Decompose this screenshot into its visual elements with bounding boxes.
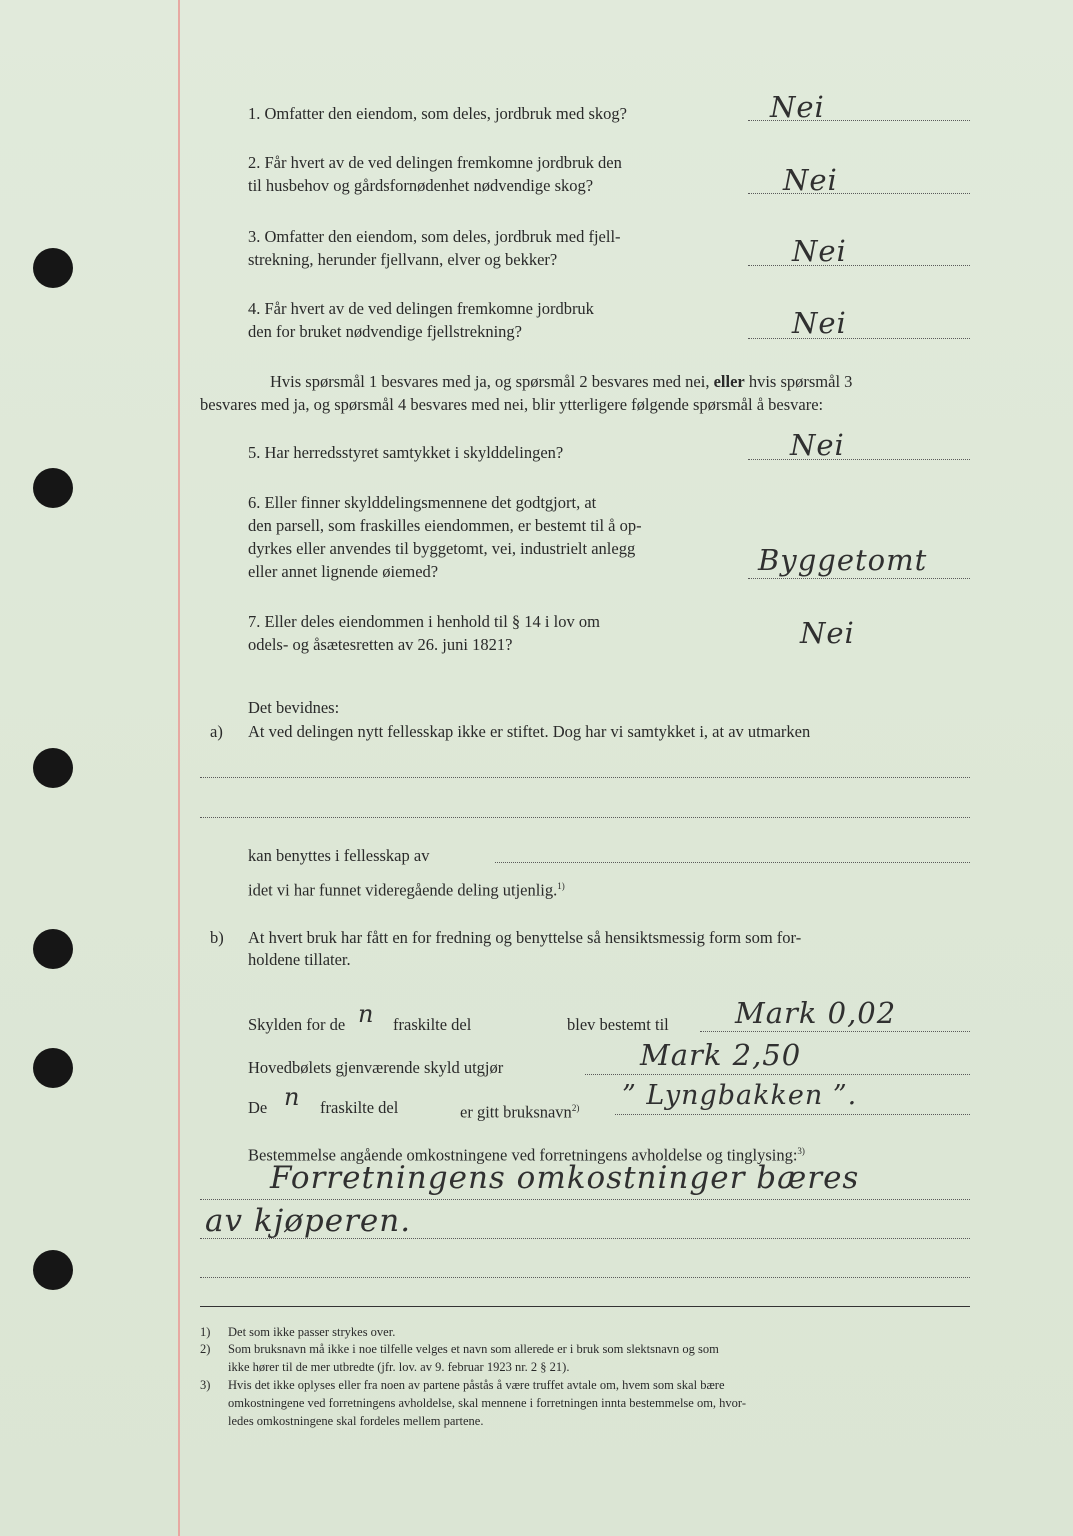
skyld-line-3-a: De (248, 1098, 268, 1117)
question-5: 5. Har herredsstyret samtykket i skylddelingen? (248, 443, 564, 462)
question-7-line-1: 7. Eller deles eiendommen i henhold til § 14 i lov om (248, 612, 600, 631)
attest-b-label: b) (210, 928, 224, 947)
binder-hole-icon (33, 929, 73, 969)
skyld-line-3-hw: n (284, 1083, 301, 1111)
skyld-line-1-b: fraskilte del (393, 1015, 472, 1034)
footnote-3-line-1: Hvis det ikke oplyses eller fra noen av partene påstås å være truffet avtale om, hvem som skal bære (228, 1378, 725, 1392)
skyld-line-1-a: Skylden for de (248, 1015, 346, 1034)
answer-4: Nei (792, 306, 847, 340)
footnote-3-line-2: omkostningene ved forretningens avholdelse, skal mennene i forretningen innta bestemmelse om, hvor- (228, 1396, 747, 1410)
question-6-line-3: dyrkes eller anvendes til byggetomt, vei, industrielt anlegg (248, 539, 636, 558)
condition-line-1: Hvis spørsmål 1 besvares med ja, og spørsmål 2 besvares med nei, eller hvis spørsmål 3 (270, 372, 853, 391)
skyld-value-3: ” Lyngbakken ”. (622, 1080, 858, 1111)
question-1: 1. Omfatter den eiendom, som deles, jordbruk med skog? (248, 104, 627, 123)
binder-hole-icon (33, 748, 73, 788)
question-2-line-2: til husbehov og gårdsfornødenhet nødvendige skog? (248, 176, 594, 195)
footnote-2-line-1: Som bruksnavn må ikke i noe tilfelle velges et navn som allerede er i bruk som slektsnavn og som (228, 1342, 719, 1356)
blank-line (200, 1238, 970, 1239)
skyld-value-1: Mark 0,02 (735, 996, 897, 1030)
answer-5: Nei (790, 428, 845, 462)
answer-3: Nei (792, 234, 847, 268)
answer-line (748, 193, 970, 194)
skyld-line-1-c: blev bestemt til (567, 1015, 669, 1034)
condition-line-2: besvares med ja, og spørsmål 4 besvares med nei, blir ytterligere følgende spørsmål å besvare: (200, 395, 824, 414)
question-3-line-2: strekning, herunder fjellvann, elver og bekker? (248, 250, 558, 269)
idet-text: idet vi har funnet videregående deling utjenlig.$^{1)}$ (248, 880, 565, 900)
footnote-2-mark: 2) (200, 1342, 211, 1356)
attest-intro: Det bevidnes: (248, 698, 340, 717)
blank-line (495, 862, 970, 863)
bestemmelse-handwritten-1: Forretningens omkostninger bæres (270, 1160, 860, 1196)
answer-line (585, 1074, 970, 1075)
question-6-line-4: eller annet lignende øiemed? (248, 562, 439, 581)
footnote-3-line-3: ledes omkostningene skal fordeles mellem partene. (228, 1414, 484, 1428)
kan-benyttes-text: kan benyttes i fellesskap av (248, 846, 430, 865)
answer-line (748, 459, 970, 460)
skyld-line-2: Hovedbølets gjenværende skyld utgjør (248, 1058, 504, 1077)
blank-line (200, 1277, 970, 1278)
skyld-line-3-c: er gitt bruksnavn$^{2)}$ (460, 1102, 580, 1122)
question-3-line-1: 3. Omfatter den eiendom, som deles, jordbruk med fjell- (248, 227, 621, 246)
footnote-1-mark: 1) (200, 1325, 211, 1339)
binder-hole-icon (33, 248, 73, 288)
question-7-line-2: odels- og åsætesretten av 26. juni 1821? (248, 635, 513, 654)
footnote-2-line-2: ikke hører til de mer utbredte (jfr. lov. av 9. februar 1923 nr. 2 § 21). (228, 1360, 570, 1374)
answer-1: Nei (770, 90, 825, 124)
attest-a-text: At ved delingen nytt fellesskap ikke er stiftet. Dog har vi samtykket i, at av utmarken (248, 722, 811, 741)
question-6-line-1: 6. Eller finner skylddelingsmennene det godtgjort, at (248, 493, 597, 512)
skyld-value-2: Mark 2,50 (640, 1038, 802, 1072)
attest-b-line-1: At hvert bruk har fått en for fredning og benyttelse så hensiktsmessig form som for- (248, 928, 802, 947)
answer-line (615, 1114, 970, 1115)
blank-line (200, 817, 970, 818)
answer-line (700, 1031, 970, 1032)
footnote-1: Det som ikke passer strykes over. (228, 1325, 396, 1339)
binder-hole-icon (33, 468, 73, 508)
blank-line (200, 777, 970, 778)
answer-6: Byggetomt (758, 543, 928, 577)
binder-hole-icon (33, 1048, 73, 1088)
footnote-separator (200, 1306, 970, 1307)
question-6-line-2: den parsell, som fraskilles eiendommen, er bestemt til å op- (248, 516, 642, 535)
attest-a-label: a) (210, 722, 223, 741)
question-2-line-1: 2. Får hvert av de ved delingen fremkomne jordbruk den (248, 153, 622, 172)
footnote-3-mark: 3) (200, 1378, 211, 1392)
question-4-line-1: 4. Får hvert av de ved delingen fremkomne jordbruk (248, 299, 594, 318)
binder-hole-icon (33, 1250, 73, 1290)
skyld-line-1-hw: n (358, 1000, 375, 1028)
attest-b-line-2: holdene tillater. (248, 950, 351, 969)
answer-line (748, 578, 970, 579)
answer-2: Nei (783, 163, 838, 197)
answer-7: Nei (800, 616, 855, 650)
answer-line (748, 265, 970, 266)
answer-line (748, 338, 970, 339)
blank-line (200, 1199, 970, 1200)
red-margin-line (178, 0, 180, 1536)
question-4-line-2: den for bruket nødvendige fjellstrekning? (248, 322, 522, 341)
skyld-line-3-b: fraskilte del (320, 1098, 399, 1117)
bestemmelse-text: Bestemmelse angående omkostningene ved forretningens avholdelse og tinglysing:$^{3)}$ (248, 1145, 805, 1165)
bestemmelse-handwritten-2: av kjøperen. (205, 1203, 412, 1239)
